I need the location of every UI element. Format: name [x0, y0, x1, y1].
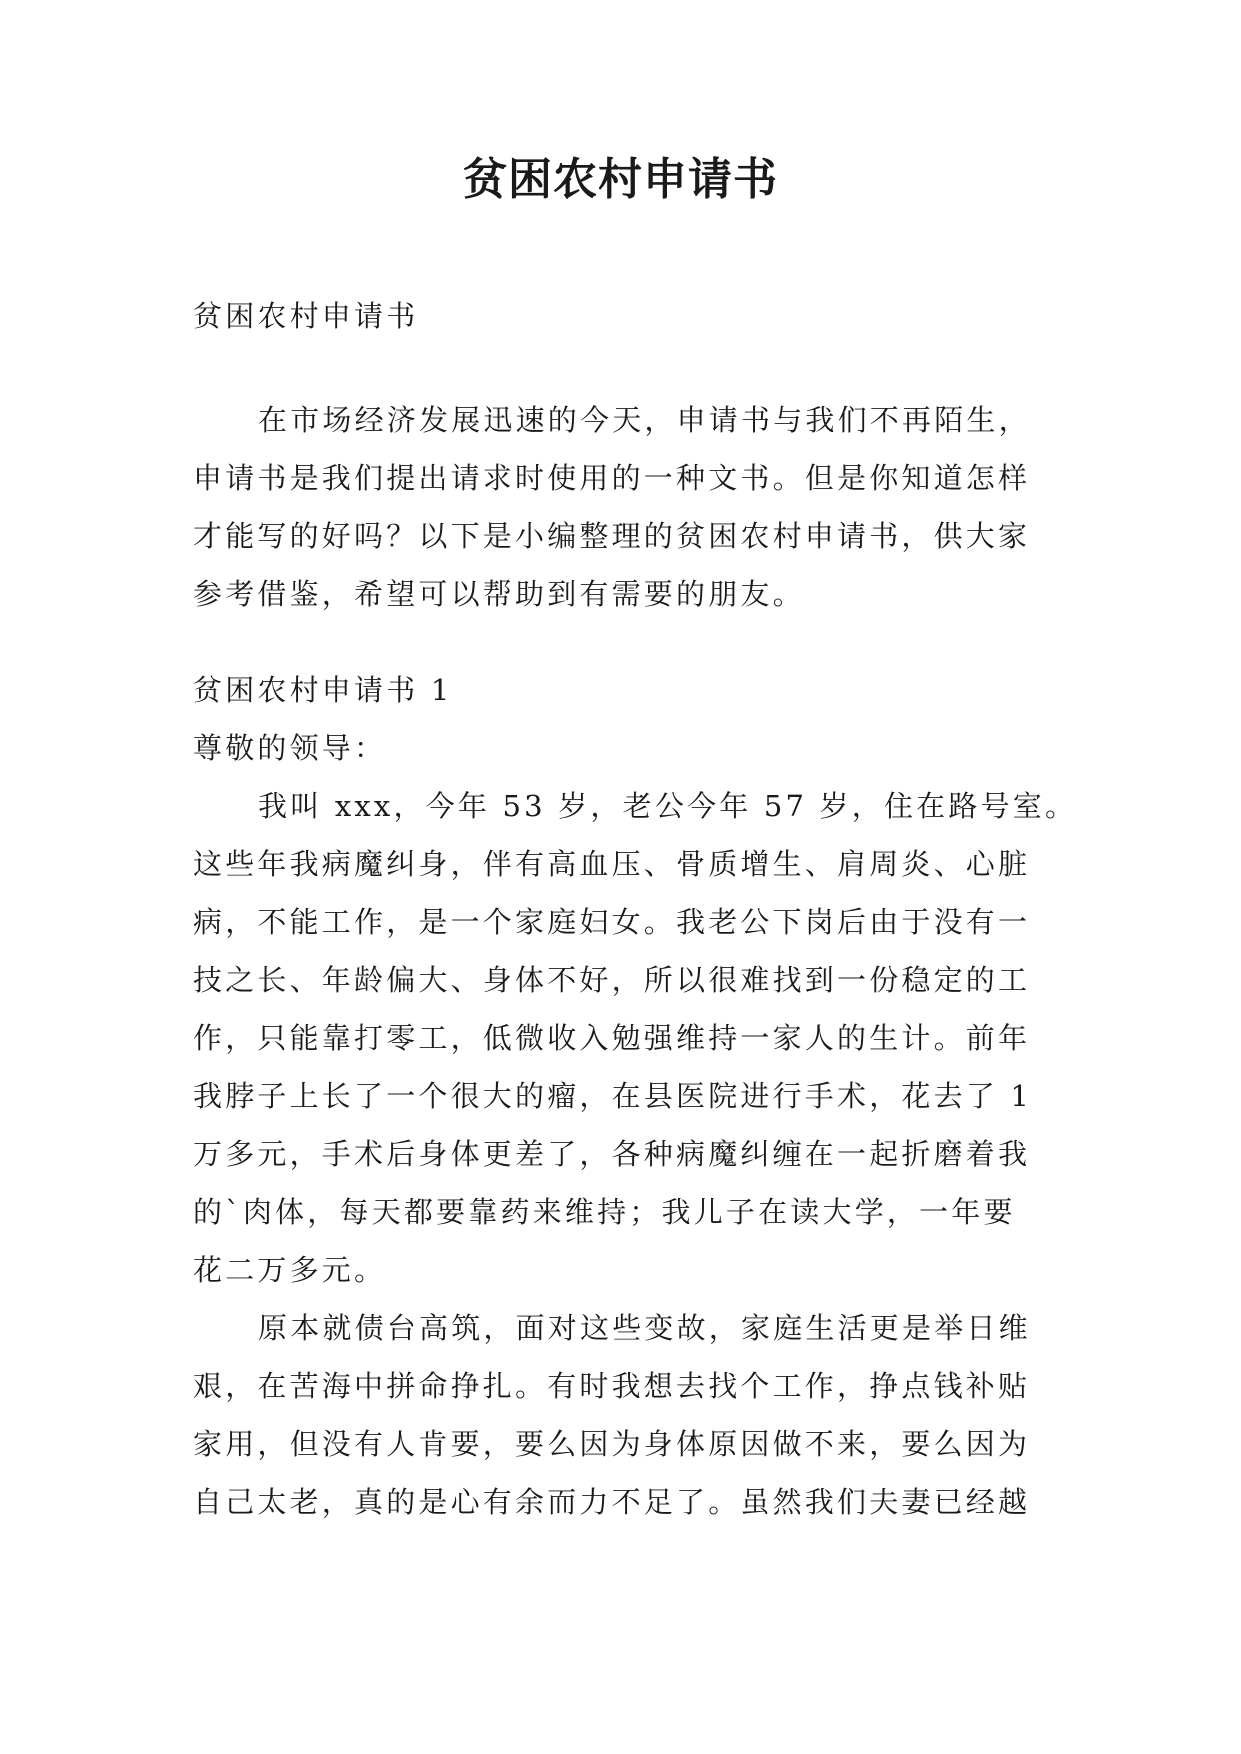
salutation: 尊敬的领导：	[193, 731, 387, 765]
paragraph-line: 花二万多元。	[193, 1253, 387, 1287]
paragraph-line: 申请书是我们提出请求时使用的一种文书。但是你知道怎样	[193, 461, 1031, 495]
paragraph-line: 我脖子上长了一个很大的瘤，在县医院进行手术，花去了 1	[193, 1079, 1033, 1113]
document-subtitle: 贫困农村申请书	[193, 299, 419, 333]
paragraph-line: 这些年我病魔纠身，伴有高血压、骨质增生、肩周炎、心脏	[193, 847, 1031, 881]
paragraph-line: 的`肉体，每天都要靠药来维持；我儿子在读大学，一年要	[193, 1195, 1016, 1229]
paragraph-line: 作，只能靠打零工，低微收入勉强维持一家人的生计。前年	[193, 1021, 1031, 1055]
body-paragraph-1	[193, 777, 1078, 1299]
paragraph-line: 艰，在苦海中拼命挣扎。有时我想去找个工作，挣点钱补贴	[193, 1369, 1031, 1403]
paragraph-line: 在市场经济发展迅速的今天，申请书与我们不再陌生，	[258, 403, 1031, 437]
paragraph-line: 原本就债台高筑，面对这些变故，家庭生活更是举日维	[258, 1311, 1031, 1345]
paragraph-line: 家用，但没有人肯要，要么因为身体原因做不来，要么因为	[193, 1427, 1031, 1461]
paragraph-line: 自己太老，真的是心有余而力不足了。虽然我们夫妻已经越	[193, 1485, 1031, 1519]
paragraph-line: 病，不能工作，是一个家庭妇女。我老公下岗后由于没有一	[193, 905, 1031, 939]
paragraph-line: 我叫 xxx，今年 53 岁，老公今年 57 岁，住在路号室。	[258, 789, 1078, 823]
intro-paragraph	[193, 391, 1053, 623]
paragraph-line: 才能写的好吗？以下是小编整理的贫困农村申请书，供大家	[193, 519, 1031, 553]
document-title: 贫困农村申请书	[463, 154, 778, 205]
body-paragraph-2	[193, 1299, 1053, 1531]
section-heading: 贫困农村申请书 1	[193, 673, 453, 707]
paragraph-line: 技之长、年龄偏大、身体不好，所以很难找到一份稳定的工	[193, 963, 1031, 997]
paragraph-line: 参考借鉴，希望可以帮助到有需要的朋友。	[193, 577, 805, 611]
paragraph-line: 万多元，手术后身体更差了，各种病魔纠缠在一起折磨着我	[193, 1137, 1031, 1171]
document-body	[193, 287, 1078, 1531]
